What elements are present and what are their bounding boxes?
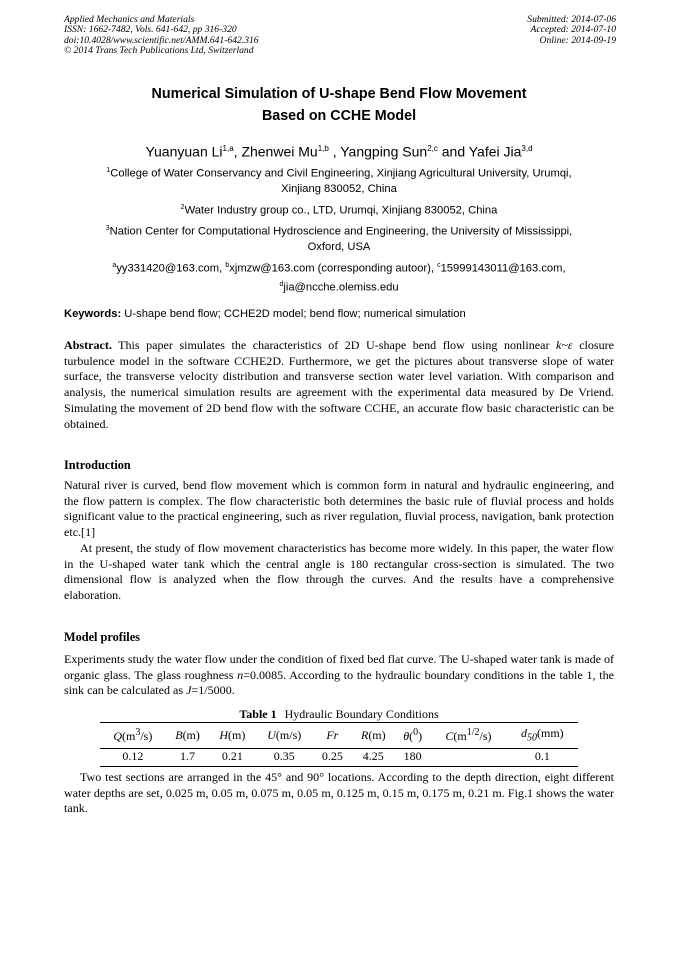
affiliation-text: Xinjiang 830052, China — [281, 182, 397, 195]
cell-r: 4.25 — [362, 749, 384, 763]
accepted-date: Accepted: 2014-07-10 — [530, 24, 616, 36]
email-b: xjmzw@163.com (corresponding autoor), — [229, 262, 438, 275]
author-sup: 1,a — [222, 144, 234, 153]
header-b: B(m) — [175, 727, 200, 742]
header-u: U(m/s) — [267, 727, 302, 742]
header-fr: Fr — [326, 727, 339, 742]
table-row — [100, 748, 578, 765]
text: =0.0085. According to the hydraulic boundary conditions in the table 1, the sink can be calculated as — [64, 667, 614, 698]
affiliation-sup: 3 — [105, 225, 110, 232]
model-paragraph-1 — [64, 652, 614, 699]
cell-d50: 0.1 — [534, 749, 550, 763]
model-heading: Model profiles — [64, 630, 140, 644]
email-sup: a — [112, 262, 117, 269]
text: =1/5000. — [191, 683, 235, 698]
header-q: $Q(m^3/s)$ — [113, 726, 153, 743]
text: Experiments study the water flow under the condition of fixed bed flat curve. The U-shaped water tank is made of organic glass. The glass roughness — [64, 652, 614, 682]
cell-theta: 180 — [403, 749, 422, 763]
cell-h: 0.21 — [221, 749, 243, 763]
author-sep: , — [233, 143, 242, 160]
abstract-label: Abstract. — [64, 338, 112, 352]
affiliation-text: College of Water Conservancy and Civil Engineering, Xinjiang Agricultural University, Urumqi, — [110, 167, 572, 180]
issn-line: ISSN: 1662-7482, Vols. 641-642, pp 316-320 — [64, 24, 237, 36]
author-sup: 2,c — [427, 144, 438, 153]
author-name: Yafei Jia — [468, 143, 522, 160]
header-h: H(m) — [219, 727, 246, 742]
affiliation-2 — [64, 200, 614, 219]
paragraph: At present, the study of flow movement characteristics has become more widely. In this paper, the water flow in the U-shaped water tank which the central angle is 180 rectangular cross-section is simulated. The two dimensional flow is analyzed when the flow through the curves. And the results have a comprehensive elaboration. — [64, 540, 614, 602]
n-symbol: n — [237, 667, 244, 682]
header-theta: θ($^0$) — [403, 726, 423, 743]
abstract — [64, 338, 614, 432]
author-sep: , — [328, 143, 341, 160]
table-caption — [64, 707, 614, 722]
journal-header-left — [64, 15, 259, 57]
affiliation-text: Oxford, USA — [307, 240, 371, 253]
abstract-text: This paper simulates the characteristics of 2D U-shape bend flow using nonlinear — [111, 338, 557, 352]
table-caption-text: Hydraulic Boundary Conditions — [284, 707, 439, 721]
email-a: yy331420@163.com, — [116, 262, 226, 275]
cell-q: 0.12 — [122, 749, 144, 763]
cell-c — [430, 748, 507, 765]
title-line-1: Numerical Simulation of U-shape Bend Flow Movement — [151, 86, 527, 102]
table-header-row — [100, 722, 578, 748]
cell-fr: 0.25 — [321, 749, 343, 763]
affiliation-sup: 1 — [106, 167, 111, 174]
author-emails — [64, 258, 614, 295]
abstract-text: closure turbulence model in the software CCHE2D. Furthermore, we get the pictures about transverse slope of water surface, the transverse velocity distribution and transverse section water level variation. With comparison and analysis, the numerical simulation results are agreement with the experimental data measured by De Vriend. Simulating the movement of 2D bend flow with the software CCHE, an accurate flow basic characteristic can be obtained. — [64, 338, 614, 431]
cell-u: 0.35 — [273, 749, 295, 763]
hydraulic-conditions-table — [100, 722, 578, 765]
header-c: $C(m^{1/2}/s)$ — [445, 726, 492, 743]
email-d: jia@ncche.olemiss.edu — [283, 281, 399, 294]
header-d50: $d_{50}(mm)$ — [521, 726, 564, 744]
paper-title — [64, 83, 614, 127]
online-date: Online: 2014-09-19 — [539, 34, 616, 46]
table-bottom-rule — [100, 766, 578, 767]
keywords-label: Keywords: — [64, 308, 122, 320]
author-sep: and — [437, 143, 469, 160]
table-label: Table 1 — [239, 707, 277, 721]
keywords-text: U-shape bend flow; CCHE2D model; bend flow; numerical simulation — [121, 308, 466, 320]
affiliation-sup: 2 — [180, 204, 185, 211]
cell-b: 1.7 — [180, 749, 196, 763]
journal-header-right — [527, 15, 616, 46]
introduction-body — [64, 478, 614, 604]
affiliation-text: Nation Center for Computational Hydroscience and Engineering, the University of Mississippi, — [109, 225, 573, 238]
author-name: Yuanyuan Li — [145, 143, 223, 160]
k-epsilon-symbol: k~ε — [556, 338, 573, 352]
author-list — [64, 140, 614, 161]
author-sup: 1,b — [317, 144, 329, 153]
paragraph: Natural river is curved, bend flow movement which is common form in natural and hydraulic engineering, and the flow pattern is complex. The flow characteristic both determines the basic rule of fluvial process and holds significant value to the practical engineering, such as river regulation, fluvial process, navigation, bank protection etc.[1] — [64, 478, 614, 540]
affiliation-1 — [64, 163, 614, 197]
submitted-date: Submitted: 2014-07-06 — [527, 14, 616, 25]
keywords — [64, 307, 614, 322]
copyright-line: © 2014 Trans Tech Publications Ltd, Switzerland — [64, 45, 254, 57]
affiliation-text: Water Industry group co., LTD, Urumqi, Xinjiang 830052, China — [184, 204, 498, 217]
introduction-heading: Introduction — [64, 458, 131, 472]
model-paragraph-2: Two test sections are arranged in the 45° and 90° locations. According to the depth direction, eight different water depths are set, 0.025 m, 0.05 m, 0.075 m, 0.05 m, 0.125 m, 0.15 m, 0.175 m, 0.21 m. Fig.1 shows the water tank. — [64, 770, 614, 816]
journal-name: Applied Mechanics and Materials — [64, 14, 195, 25]
author-name: Zhenwei Mu — [241, 143, 318, 160]
email-sup: d — [279, 280, 284, 288]
j-symbol: J — [186, 683, 192, 698]
doi-line: doi:10.4028/www.scientific.net/AMM.641-642.316 — [64, 34, 259, 46]
title-line-2: Based on CCHE Model — [261, 108, 417, 124]
affiliation-3 — [64, 221, 614, 255]
email-sup: c — [437, 262, 441, 269]
email-sup: b — [225, 262, 230, 269]
header-r: R(m) — [360, 727, 386, 742]
email-c: 15999143011@163.com, — [440, 262, 566, 275]
author-name: Yangping Sun — [340, 143, 428, 160]
author-sup: 3,d — [521, 144, 533, 153]
